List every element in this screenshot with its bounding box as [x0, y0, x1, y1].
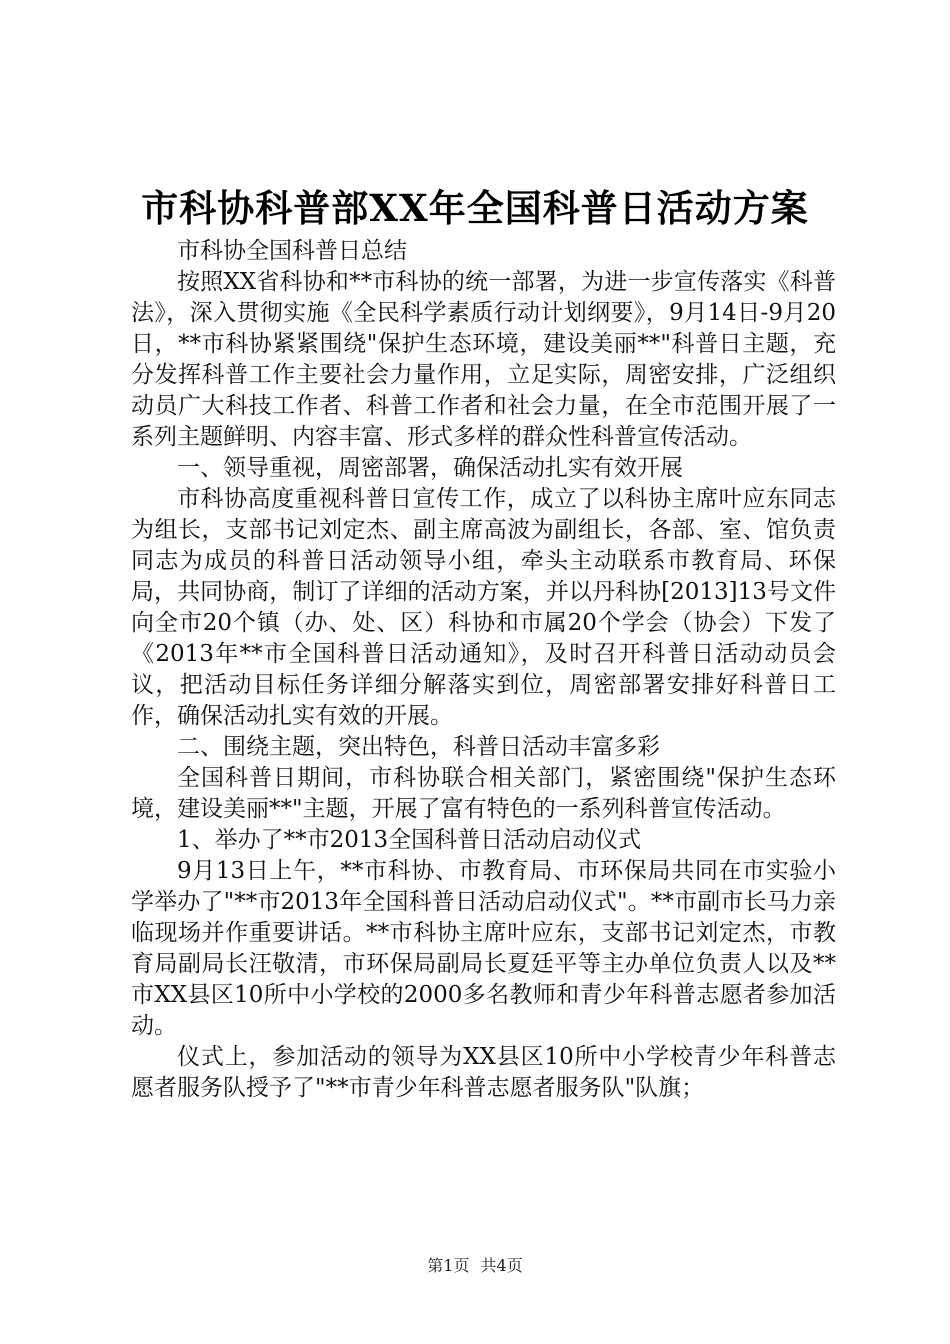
page-total: 共4页: [480, 1256, 523, 1275]
section-heading: 二、围绕主题，突出特色，科普日活动丰富多彩: [177, 734, 660, 760]
page-footer: [0, 1256, 950, 1276]
subtitle-paragraph: 市科协全国科普日总结: [177, 238, 407, 264]
page-number: 第1页: [427, 1256, 470, 1275]
body-paragraph: 9月13日上午，**市科协、市教育局、市环保局共同在市实验小学举办了"**市2013年全国科普日活动启动仪式"。**市副市长马力亲临现场并作重要讲话。**市科协主席叶应东，支部书记刘定杰，市教育局副局长汪敬清，市环保局副局长夏廷平等主办单位负责人以及**市XX县区10所中小学校的2000多名教师和青少年科普志愿者参加活动。: [131, 858, 836, 1039]
subsection-heading: 1、举办了**市2013全国科普日活动启动仪式: [177, 827, 642, 853]
document-title: 市科协科普部XX年全国科普日活动方案: [141, 186, 809, 230]
body-paragraph: 仪式上，参加活动的领导为XX县区10所中小学校青少年科普志愿者服务队授予了"**市青少年科普志愿者服务队"队旗；: [131, 1044, 836, 1101]
body-paragraph: 按照XX省科协和**市科协的统一部署，为进一步宣传落实《科普法》，深入贯彻实施《全民科学素质行动计划纲要》，9月14日-9月20日，**市科协紧紧围绕"保护生态环境，建设美丽**"科普日主题，充分发挥科普工作主要社会力量作用，立足实际，周密安排，广泛组织动员广大科技工作者、科普工作者和社会力量，在全市范围开展了一系列主题鲜明、内容丰富、形式多样的群众性科普宣传活动。: [131, 269, 836, 450]
document-body: [131, 236, 836, 1104]
body-paragraph: 市科协高度重视科普日宣传工作，成立了以科协主席叶应东同志为组长，支部书记刘定杰、副主席高波为副组长，各部、室、馆负责同志为成员的科普日活动领导小组，牵头主动联系市教育局、环保局，共同协商，制订了详细的活动方案，并以丹科协[2013]13号文件向全市20个镇（办、处、区）科协和市属20个学会（协会）下发了《2013年**市全国科普日活动通知》，及时召开科普日活动动员会议，把活动目标任务详细分解落实到位，周密部署安排好科普日工作，确保活动扎实有效的开展。: [131, 486, 836, 729]
section-heading: 一、领导重视，周密部署，确保活动扎实有效开展: [177, 455, 683, 481]
body-paragraph: 全国科普日期间，市科协联合相关部门，紧密围绕"保护生态环境，建设美丽**"主题，开展了富有特色的一系列科普宣传活动。: [131, 765, 836, 822]
